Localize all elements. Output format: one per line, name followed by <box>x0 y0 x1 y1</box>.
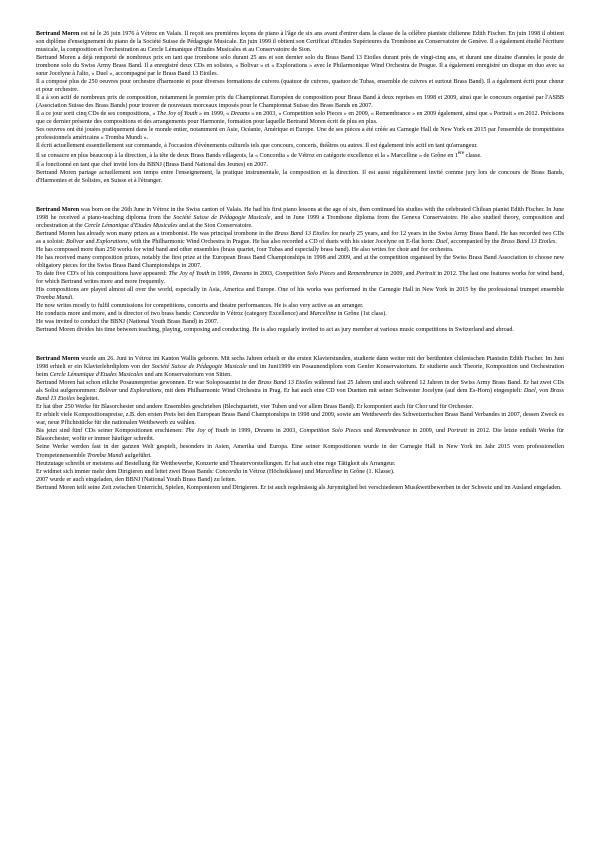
title-italic: Brass Band 13 Etoiles <box>274 230 330 237</box>
title-italic: Cercle Lémanique d'Etudes Musicales <box>49 372 144 379</box>
title-italic: Brass Band 13 Etoiles <box>500 238 556 245</box>
text-run: wurde am 26. Juni in Vétroz im Kanton Wallis geboren. Mit sechs Jahren erhielt er die ersten Klavierstunden, studierte dann weiter mit der berühmten chilenischen Pianistin Edith Fischer. Im Juni 1998 erhielt er ein Klavierlehrdiplom von der <box>36 356 564 371</box>
text-run: est né le 26 juin 1976 à Vétroz en Valais. Il reçoit ses premières leçons de piano à l'âge de six ans avant d'entrer dans la classe de la célèbre pianiste chilienne Edith Fischer. En juin 1998 il obtient son diplôme d'enseignement du piano de la Société Suisse de Pédagogie Musicale. En juin 1999 il obtient son Certificat d'Etudes Supérieures du Trombone au Conservatoire de Genève. Il a également étudié l'écriture musicale, la composition et l'orchestration au Cercle Lémanique d'Etudes Musicales et au Conservatoire de Sion. <box>36 31 565 54</box>
text-run: in 2012. Die letzte enthält Werke für Blasorchester, wofür er immer häufiger schreibt. <box>36 428 564 443</box>
paragraph <box>36 460 564 468</box>
superscript: ère <box>457 150 465 157</box>
paragraph <box>36 161 564 169</box>
title-italic: Bolivar <box>98 388 118 395</box>
text-run: He conducts more and more, and is director of two brass bands: <box>36 311 193 318</box>
text-run: in 2009, and <box>382 270 417 277</box>
paragraph <box>36 78 564 94</box>
text-run: Er widmet sich immer mehr dem Dirigieren und leitet zwei Brass Bands: <box>36 468 216 475</box>
text-run: To date five CD's of his compositions have appeared: <box>36 270 169 277</box>
biography-sections <box>36 30 564 492</box>
text-run: , and in June 1999 a Trombone diploma from the Geneva Conservatoire. He also studied theory, composition and orchestration at the <box>36 214 564 229</box>
text-run: und am Konservatorium von Sitten. <box>143 372 232 379</box>
text-run: He has received many composition prizes, notably the first prize at the European Brass Band Championships in 1998 and 2009, and at the competition organised by the Swiss Brass Band Association to choose new obligatory pieces for the Swiss Brass Band Championships in 2007. <box>36 254 564 269</box>
title-italic: Tromba Mundi <box>36 294 73 301</box>
title-italic: Duel <box>523 388 536 395</box>
title-italic: Concordia <box>192 311 219 318</box>
title-italic: Brass Band 13 Etoiles <box>36 388 565 403</box>
text-run: Il a ce jour sorti cinq CDs de ses compositions, « <box>36 111 157 118</box>
text-run: » en 1999, « <box>197 111 231 118</box>
text-run: Bertrand Moren partage actuellement son temps entre l'enseignement, la pratique instrumentale, la composition et la direction. Il est aussi régulièrement invité comme jury lors de concours de Brass Bands, d'Harmonies et de Solistes, en Suisse et à l'étranger. <box>36 169 564 184</box>
paragraph <box>36 54 564 78</box>
person-name: Bertrand Moren <box>36 206 80 213</box>
paragraph <box>36 150 564 160</box>
text-run: Bertrand Moren hat schon etliche Posaunenpreise gewonnen. Er war Soloposaunist in der <box>36 380 258 387</box>
biography-section-fr <box>36 30 564 185</box>
title-italic: Dreams <box>230 111 250 118</box>
text-run: and at the Sion Conservatoire. <box>177 222 253 229</box>
text-run: und <box>361 428 376 435</box>
paragraph <box>36 310 564 318</box>
text-run: in 1999, <box>209 270 233 277</box>
paragraph <box>36 403 564 411</box>
paragraph <box>36 355 564 379</box>
text-run: aufgeführt. <box>123 452 152 459</box>
text-run: » en 2003, « Competition solo Pieces » en 2009, « Remembrance » en 2009 également, ainsi que « Portrait » en 2012. Précisons que ce dernier présente des compositions et des arrangements pour Harmonie, formation pour laquelle Bertrand Moren écrit de plus en plus. <box>36 111 565 126</box>
paragraph <box>36 326 564 334</box>
person-name: Bertrand Moren <box>36 356 80 363</box>
title-italic: Portrait <box>447 428 468 435</box>
paragraph <box>36 318 564 326</box>
text-run: , accompanied by the <box>447 238 501 245</box>
title-italic: Marcelline <box>309 311 337 318</box>
text-run: während fast 25 Jahren und auch während 12 Jahren in der Swiss Army Brass Band. Er hat zwei CDs als Solist aufgenommen: <box>36 380 564 395</box>
title-italic: Remembrance <box>375 428 411 435</box>
text-run: Il a fonctionné en tant que chef invité lors du BBNJ (Brass Band National des Jeunes) en 2007. <box>36 161 268 168</box>
text-run: His compositions are played almost all over the world, especially in Asia, America and Europe. One of his works was performed in the Carnegie Hall in New York in 2015 by the professional trumpet ensemble <box>36 286 564 293</box>
section-spacer <box>36 199 564 206</box>
paragraph <box>36 94 564 110</box>
text-run: Il se consacre en plus beaucoup à la direction, à la tête de deux Brass Bands villageois, la « Concordia » de Vétroz en catégorie excellence et la « Marcelline » de Grône en 1 <box>36 153 458 160</box>
title-italic: Portrait <box>416 270 436 277</box>
title-italic: Remembrance <box>347 270 383 277</box>
text-run: in Vétroz (category Excellence) and <box>218 311 310 318</box>
paragraph <box>36 411 564 427</box>
text-run: in Grône (1st class). <box>336 311 387 318</box>
title-italic: Marcelline <box>315 468 342 475</box>
paragraph <box>36 230 564 246</box>
title-italic: Brass Band 13 Etoiles <box>257 380 313 387</box>
text-run: . <box>72 294 74 301</box>
text-run: Er hat über 250 Werke für Blasorchester und andere Ensembles geschrieben (Blechquartett, vier Tuben und vor allem Brass Band). Er komponiert auch für Chor und für Orchester. <box>36 404 474 411</box>
paragraph <box>36 443 564 459</box>
title-italic: Explorations <box>130 388 162 395</box>
text-run: Il a composé plus de 250 oeuvres pour orchestre d'harmonie et pour diverses formations de cuivres (quatuor de cuivres, quatuor de Tubas, ensemble de cuivres et surtout Brass Band). Il a également écrit pour chœur et pour orchestre. <box>36 79 564 94</box>
title-italic: Société Suisse de Pédagogie Musicale <box>173 214 271 221</box>
biography-section-en <box>36 206 564 335</box>
text-run: in Vétroz (Höchstklasse) und <box>241 468 316 475</box>
text-run: , with the Philharmonic Wind Orchestra in Prague. He has also recorded a CD of duets with his sister Jocelyne on E-flat horn: <box>127 238 436 245</box>
paragraph <box>36 110 564 126</box>
paragraph <box>36 206 564 230</box>
text-run: . <box>555 238 557 245</box>
paragraph <box>36 468 564 476</box>
section-spacer <box>36 348 564 355</box>
text-run: , von <box>535 388 551 395</box>
text-run: Bertrand Moren divides his time between teaching, playing, composing and conducting. He is also regularly invited to act as jury member at various music competitions in Switzerland and abroad. <box>36 327 514 334</box>
text-run: in 2003, <box>251 270 276 277</box>
text-run: for nearly 25 years, and for 12 years in the Swiss Army Brass Band. He has recorded two CDs as a soloist: <box>36 230 564 245</box>
title-italic: Competition Solo Pieces <box>275 270 336 277</box>
text-run: and <box>84 238 97 245</box>
paragraph <box>36 484 564 492</box>
text-run: Seine Werke werden fast in der ganzen Welt gespielt, besonders in Asien, Amerika und Europa. Eine seiner Kompositionen wurde in der Carnegie Hall in New York im Jahr 2015 vom professionellen Trompetenensemble <box>36 444 564 459</box>
title-italic: Société Suisse de Pédagogie Musicale <box>151 364 247 371</box>
text-run: and <box>335 270 348 277</box>
title-italic: The Joy of Youth <box>168 270 210 277</box>
title-italic: Bolivar <box>65 238 85 245</box>
text-run: in 1999, <box>228 428 255 435</box>
title-italic: Competition Solo Pieces <box>299 428 362 435</box>
title-italic: Concordia <box>215 468 242 475</box>
title-italic: Explorations <box>96 238 128 245</box>
text-run: Il a à son actif de nombreux prix de composition, notamment le premier prix du Championnat Européen de composition pour Brass Band à deux reprises en 1998 et 2009, ainsi que le concours organisé par l'ASBB (Association Suisse des Brass Bands) pour trouver de nouveaux morceaux imposés pour le Championnat Suisse des Brass Bands en 2007. <box>36 95 564 110</box>
text-run: 2007 wurde er auch eingeladen, den BBNJ (National Youth Brass Band) zu leiten. <box>36 476 237 483</box>
paragraph <box>36 270 564 286</box>
text-run: He was invited to conduct the BBNJ (National Youth Brass Band) in 2007. <box>36 319 219 326</box>
paragraph <box>36 476 564 484</box>
paragraph <box>36 30 564 54</box>
text-run: und <box>117 388 131 395</box>
paragraph <box>36 302 564 310</box>
text-run: Bertrand Moren has already won many prizes as a trombonist. He was principal trombone in the <box>36 230 275 237</box>
text-run: , mit dem Philharmonic Wind Orchestra in Prag. Er hat auch eine CD von Duetten mit seiner Schwester Jocelyne (auf dem Es-Horn) eingespielt: <box>161 388 524 395</box>
text-run: Il écrit actuellement essentiellement sur commande, à l'occasion d'événements culturels tels que concours, concerts, théâtres ou autres. Il est également très actif en tant qu'arrangeur. <box>36 143 478 150</box>
title-italic: Cercle Lémanique d'Etudes Musicales <box>84 222 178 229</box>
text-run: Ses oeuvres ont été jouées pratiquement dans le monde entier, notamment en Asie, Océanie, Amérique et Europe. Une de ses pièces a été créée au Carnegie Hall de New York en 2015 par l'ensemble de trompettistes professionnels américains « Tromba Mundi ». <box>36 127 564 142</box>
text-run: Heutzutage schreibt er meistens auf Bestellung für Wettbewerbe, Konzerte und Theatervorstellungen. Er hat auch eine rege Tätigkeit als Arrangeur. <box>36 460 396 467</box>
title-italic: Tromba Mundi <box>87 452 124 459</box>
paragraph <box>36 246 564 254</box>
paragraph <box>36 169 564 185</box>
text-run: und im Juni1999 ein Posaunendiplom vom Genfer Konservatorium. Er studierte auch Theorie, Komposition und Orchestration beim <box>36 364 564 379</box>
text-run: was born on the 26th June in Vétroz in the Swiss canton of Valais. He had his first piano lessons at the age of six, then continued his studies with the celebrated Chilean pianist Edith Fischer. In June 1998 he received a piano-teaching diploma from the <box>36 206 564 221</box>
text-run: He now writes mostly to fulfil commissions for competitions, concerts and theatre performances. He is also very active as an arranger. <box>36 303 364 309</box>
paragraph <box>36 254 564 270</box>
paragraph <box>36 286 564 302</box>
text-run: in Grône (1. Klasse). <box>341 468 395 475</box>
title-italic: Dreams <box>232 270 252 277</box>
title-italic: The Joy of Youth <box>156 111 198 118</box>
person-name: Bertrand Moren <box>36 31 80 37</box>
text-run: Er erhielt viele Kompositionspreise, z.B. den ersten Preis bei den European Brass Band Championships in 1998 und 2009, sowie am Wettbewerb des Schweizerischen Brass Band Verbandes in 2007, dessen Zweck es war, neue Pflichtstücke für die nationalen Wettbewerb zu wählen. <box>36 412 564 427</box>
paragraph <box>36 427 564 443</box>
text-run: Bertrand Moren teilt seine Zeit zwischen Unterricht, Spielen, Komponieren und Dirigieren. Er ist auch regelmässig als Jurymitglied bei verschiedenen Musikwettbewerben in der Schweiz und im Ausland eingeladen. <box>36 484 562 491</box>
title-italic: The Joy of Youth <box>185 428 229 435</box>
text-run: in 2009, und <box>410 428 448 435</box>
paragraph <box>36 142 564 150</box>
text-run: Bis jetzt sind fünf CDs seiner Kompositionen erschienen: <box>36 428 186 435</box>
biography-section-de <box>36 355 564 492</box>
text-run: He has composed more than 250 works for wind band and other ensembles (brass quartet, four Tubas and especially brass band). He also writes for choir and for orchestra. <box>36 246 454 253</box>
paragraph <box>36 126 564 142</box>
title-italic: Dreams <box>254 428 274 435</box>
paragraph <box>36 379 564 403</box>
text-run: in 2012. The last one features works for wind band, for which Bertrand writes more and more frequently. <box>36 270 564 285</box>
text-run: begleitet. <box>74 396 99 403</box>
text-run: Bertrand Moren a déjà remporté de nombreux prix en tant que trombone solo durant 25 ans et son dernier solo du Brass Band 13 Etoiles durant près de vingt-cinq ans, et durant une dizaine d'années le poste de trombone solo du Swiss Army Brass Band. Il a enregistré deux CDs en solistes, « Bolivar » et « Explorations » avec le Philarmonique Wind Orchestra de Prague. Il a également enregistré un disque en duo avec sa sœur Jocelyne à l'alto, « Duel », accompagné par le Brass Band 13 Etoiles. <box>36 55 564 78</box>
title-italic: Duel <box>435 238 448 245</box>
text-run: classe. <box>464 153 482 160</box>
text-run: in 2003, <box>273 428 300 435</box>
